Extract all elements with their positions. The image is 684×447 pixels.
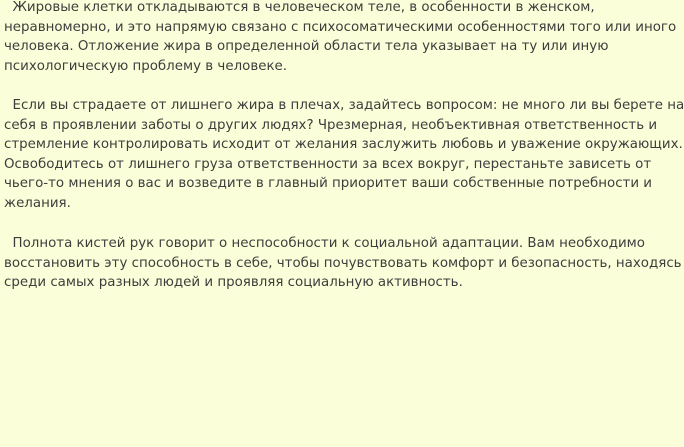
text-line: психологическую проблему в человеке. xyxy=(4,58,288,74)
text-line: желания. xyxy=(4,195,71,211)
text-line: Полнота кистей рук говорит о неспособности к социальной адаптации. Вам необходимо xyxy=(4,236,645,251)
text-line: Если вы страдаете от лишнего жира в плечах, задайтесь вопросом: не много ли вы берете на xyxy=(4,98,684,113)
text-line: Освободитесь от лишнего груза ответственности за всех вокруг, перестаньте зависеть от xyxy=(4,156,652,172)
paragraph-fat-cells xyxy=(4,0,677,76)
text-line: Жировые клетки откладываются в человеческом теле, в особенности в женском, xyxy=(4,0,595,15)
text-line: человека. Отложение жира в определенной области тела указывает на ту или иную xyxy=(4,39,609,55)
paragraph-shoulders xyxy=(4,96,684,214)
text-line: себя в проявлении заботы о других людях? Чрезмерная, необъективная ответственность и xyxy=(4,117,658,133)
text-line: неравномерно, и это напрямую связано с психосоматическими особенностями того или иного xyxy=(4,19,677,35)
text-line: среди самых разных людей и проявляя социальную активность. xyxy=(4,275,463,291)
text-line: восстановить эту способность в себе, чтобы почувствовать комфорт и безопасность, находясь xyxy=(4,255,682,271)
text-line: чьего-то мнения о вас и возведите в главный приоритет ваши собственные потребности и xyxy=(4,176,653,192)
text-line: стремление контролировать исходит от желания заслужить любовь и уважение окружающих. xyxy=(4,137,683,153)
paragraph-hands xyxy=(4,234,682,293)
